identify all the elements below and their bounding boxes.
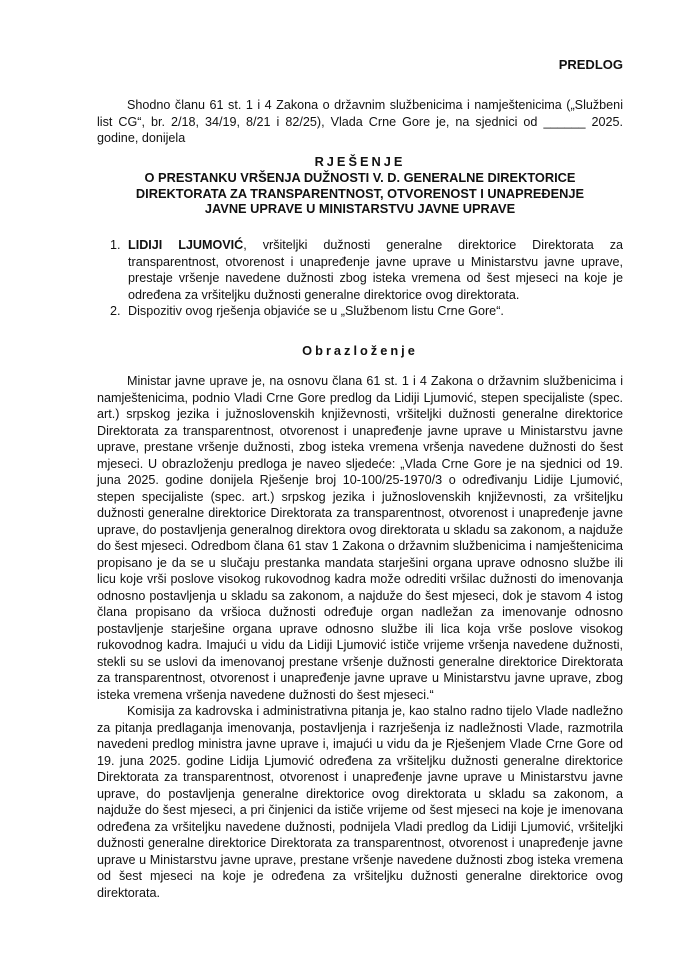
item-text: , vršiteljki dužnosti generalne direktorice Direktorata za transparentnost, otvorenost i unapređenje javne uprave u Ministarstvu javne uprave, prestaje vršenje navedene dužnosti zbog isteka vremena od šest mjeseci na koje je određena za vršiteljku dužnosti generalne direktorice ovog direktorata.	[128, 238, 623, 302]
item-text: Dispozitiv ovog rješenja objaviće se u „Službenom listu Crne Gore“.	[128, 304, 504, 318]
title-sub-line: JAVNE UPRAVE U MINISTARSTVU JAVNE UPRAVE	[204, 201, 516, 217]
decision-items	[97, 237, 623, 320]
person-name: LIDIJI LJUMOVIĆ	[128, 238, 244, 252]
title-sub-line: O PRESTANKU VRŠENJA DUŽNOSTI V. D. GENERALNE DIREKTORICE	[144, 169, 576, 185]
decision-title	[87, 154, 633, 217]
decision-item	[124, 303, 623, 320]
intro-paragraph: Shodno članu 61 st. 1 i 4 Zakona o državnim službenicima i namještenicima („Službeni list CG“, br. 2/18, 34/19, 8/21 i 82/25), Vlada Crne Gore je, na sjednici od ______ 2025. godine, donijela	[97, 98, 623, 145]
document-label: PREDLOG	[558, 57, 623, 72]
title-sub-line: DIREKTORATA ZA TRANSPARENTNOST, OTVORENOST I UNAPREĐENJE	[135, 185, 585, 201]
explanation-body	[97, 373, 623, 901]
section-heading: Obrazloženje	[302, 343, 418, 358]
explanation-paragraph: Komisija za kadrovska i administrativna pitanja je, kao stalno radno tijelo Vlade nadležno za pitanja predlaganja imenovanja, postavljenja i razrješenja iz nadležnosti Vlade, razmotrila navedeni predlog ministra javne uprave i, imajući u vidu da je Rješenjem Vlade Crne Gore od 19. juna 2025. godine Lidija Ljumović određena za vršiteljku dužnosti generalne direktorice Direktorata za transparentnost, otvorenost i unapređenje javne uprave u Ministarstvu javne uprave, do postavljenja generalne direktorice ovog direktorata u skladu sa zakonom, a najduže do šest mjeseci, a pri činjenici da ističe vrijeme od šest mjeseci na koje je imenovana određena za vršiteljku navedene dužnosti, podnijela Vladi predlog da Lidiji Ljumović, vršiteljki dužnosti generalne direktorice Direktorata za transparentnost, otvorenost i unapređenje javne uprave u Ministarstvu javne uprave, prestane vršenje navedene dužnosti zbog isteka vremena od šest mjeseci na koje je određena za vršiteljku dužnosti generalne direktorice ovog direktorata.	[97, 704, 623, 900]
decision-item	[124, 237, 623, 303]
explanation-paragraph: Ministar javne uprave je, na osnovu člana 61 st. 1 i 4 Zakona o državnim službenicima i namještenicima, podnio Vladi Crne Gore predlog da Lidiji Ljumović, stepen specijaliste (spec. art.) srpskog jezika i južnoslovenskih književnosti, vršiteljki dužnosti generalne direktorice Direktorata za transparentnost, otvorenost i unapređenje javne uprave u Ministarstvu javne uprave, prestane vršenje dužnosti, zbog isteka vremena vršenja navedene dužnosti do šest mjeseci. U obrazloženju predloga je naveo sljedeće: „Vlada Crne Gore je na sjednici od 19. juna 2025. godine donijela Rješenje broj 10-100/25-1970/3 o određivanju Lidije Ljumović, stepen specijaliste (spec. art.) srpskog jezika i južnoslovenskih književnosti, za vršiteljku dužnosti generalne direktorice Direktorata za transparentnost, otvorenost i unapređenje javne uprave, do postavljenja generalnog direktora ovog direktorata u skladu sa zakonom, a najduže do šest mjeseci. Odredbom člana 61 stav 1 Zakona o državnim službenicima i namještenicima propisano je da se u slučaju prestanka mandata starješini organa uprave odnosno službe ili licu koje vrši poslove visokog rukovodnog kadra može odrediti vršilac dužnosti do imenovanja odnosno postavljenja u skladu sa zakonom, a najduže do šest mjeseci, dok je stavom 4 istog člana propisano da vršioca dužnosti određuje organ nadležan za imenovanje odnosno postavljenje starješine organa uprave odnosno službe ili lica koja vrše poslove visokog rukovodnog kadra. Imajući u vidu da Lidiji Ljumović ističe vrijeme vršenja navedene dužnosti, stekli su se uslovi da imenovanoj prestane vršenje dužnosti generalne direktorice Direktorata za transparentnost, otvorenost i unapređenje javne uprave u Ministarstvu javne uprave, zbog isteka vremena vršenja navedene dužnosti do šest mjeseci.“	[97, 374, 623, 702]
title-main: RJEŠENJE	[314, 154, 406, 169]
